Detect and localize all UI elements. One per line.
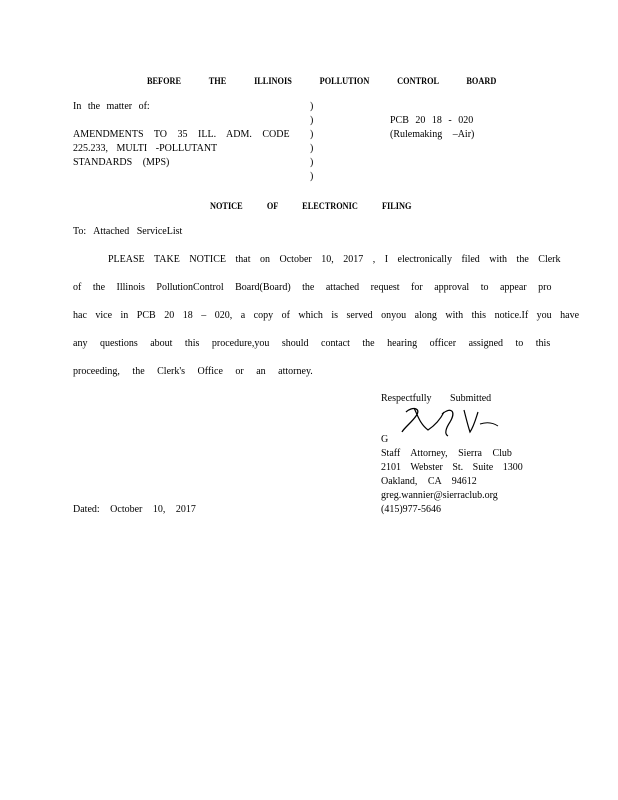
caption-word: BOARD: [466, 76, 497, 86]
caption-paren: ): [310, 101, 314, 112]
dated-line: Dated: October 10, 2017: [73, 504, 196, 515]
signer-title: Staff Attorney, Sierra Club: [381, 448, 512, 459]
matter-line: In the matter of:: [73, 101, 150, 112]
caption-word: CONTROL: [397, 76, 439, 86]
caption-paren: ): [310, 115, 314, 126]
caption-word: THE: [208, 76, 227, 86]
caption-paren: ): [310, 171, 314, 182]
matter-line: 225.233, MULTI -POLLUTANT: [73, 143, 218, 154]
notice-title-word: OF: [266, 201, 279, 211]
body-line: proceeding, the Clerk's Office or an attorney.: [73, 366, 313, 377]
caption-word: ILLINOIS: [254, 76, 292, 86]
notice-title: [210, 200, 411, 212]
signature: [382, 402, 500, 442]
notice-title-word: NOTICE: [210, 201, 243, 211]
caption-paren: ): [310, 157, 314, 168]
caption-word: BEFORE: [147, 76, 182, 86]
caption-paren: ): [310, 129, 314, 140]
case-number: PCB 20 18 - 020: [390, 115, 474, 126]
caption-paren: ): [310, 143, 314, 154]
to-line: To: Attached ServiceList: [73, 226, 183, 237]
matter-line: STANDARDS (MPS): [73, 157, 170, 168]
signer-address: Oakland, CA 94612: [381, 476, 477, 487]
case-type: (Rulemaking –Air): [390, 129, 475, 140]
caption-heading: [147, 75, 496, 87]
notice-title-word: ELECTRONIC: [302, 201, 358, 211]
signer-phone: (415)977-5646: [381, 504, 441, 515]
signer-name: G: [381, 434, 389, 445]
notice-title-word: FILING: [381, 201, 412, 211]
signer-address: 2101 Webster St. Suite 1300: [381, 462, 523, 473]
closing: Respectfully Submitted: [381, 393, 492, 404]
caption-word: POLLUTION: [319, 76, 370, 86]
body-line: PLEASE TAKE NOTICE that on October 10, 2017 , I electronically filed with the Clerk: [108, 254, 561, 265]
body-line: of the Illinois PollutionControl Board(Board) the attached request for approval to appear pro: [73, 282, 552, 293]
body-line: any questions about this procedure,you should contact the hearing officer assigned to this: [73, 338, 551, 349]
matter-line: AMENDMENTS TO 35 ILL. ADM. CODE: [73, 129, 290, 140]
signer-email: greg.wannier@sierraclub.org: [381, 490, 498, 501]
body-line: hac vice in PCB 20 18 – 020, a copy of which is served onyou along with this notice.If you have: [73, 310, 580, 321]
